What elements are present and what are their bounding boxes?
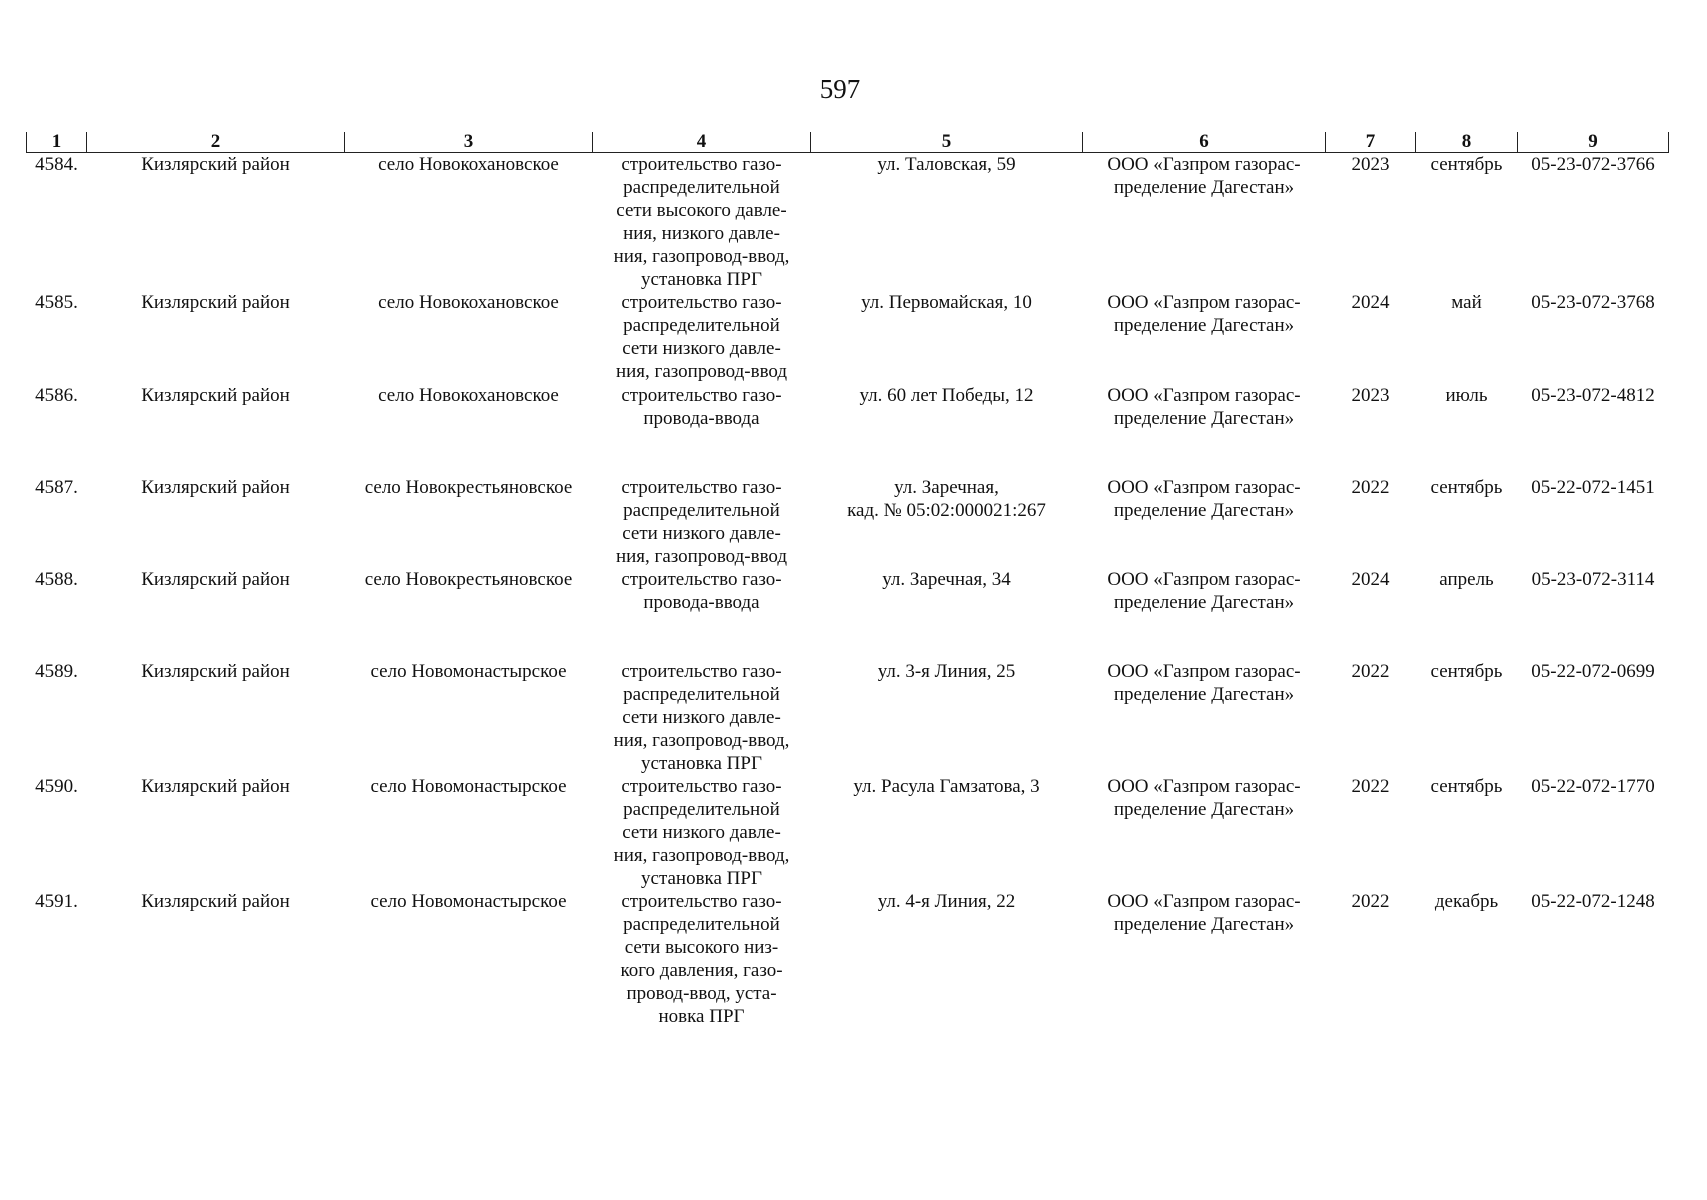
table-row	[27, 568, 1669, 660]
row-number: 4587.	[35, 477, 78, 498]
organization-cell: ООО «Газпром газорас- пределение Дагестан»	[1107, 776, 1301, 820]
year-cell: 2024	[1351, 569, 1390, 590]
column-header: 3	[345, 132, 593, 153]
district-cell: Кизлярский район	[141, 661, 290, 682]
month-cell: май	[1451, 292, 1482, 313]
column-header: 9	[1518, 132, 1669, 153]
row-number: 4591.	[35, 891, 78, 912]
address-cell: ул. 60 лет Победы, 12	[859, 385, 1034, 406]
registry-code-cell: 05-23-072-3768	[1531, 292, 1655, 313]
table-row	[27, 153, 1669, 292]
year-cell: 2022	[1351, 891, 1390, 912]
address-cell: ул. Первомайская, 10	[861, 292, 1032, 313]
row-number: 4590.	[35, 776, 78, 797]
work-description-cell: строительство газо- провода-ввода	[621, 385, 782, 429]
year-cell: 2022	[1351, 776, 1390, 797]
work-description-cell: строительство газо- распределительной сети низкого давле- ния, газопровод-ввод	[615, 292, 788, 382]
work-description-cell: строительство газо- провода-ввода	[621, 569, 782, 613]
work-description-cell: строительство газо- распределительной сети низкого давле- ния, газопровод-ввод, установка ПРГ	[613, 661, 790, 774]
district-cell: Кизлярский район	[141, 292, 290, 313]
settlement-cell: село Новокохановское	[378, 154, 559, 175]
column-header: 8	[1416, 132, 1518, 153]
table-row	[27, 660, 1669, 775]
column-header: 5	[811, 132, 1083, 153]
column-header: 4	[593, 132, 811, 153]
registry-code-cell: 05-23-072-3766	[1531, 154, 1655, 175]
address-cell: ул. Расула Гамзатова, 3	[853, 776, 1040, 797]
district-cell: Кизлярский район	[141, 776, 290, 797]
year-cell: 2023	[1351, 385, 1390, 406]
gasification-table	[26, 132, 1669, 1040]
month-cell: сентябрь	[1430, 661, 1503, 682]
organization-cell: ООО «Газпром газорас- пределение Дагестан»	[1107, 477, 1301, 521]
settlement-cell: село Новомонастырское	[370, 891, 567, 912]
address-cell: ул. 3-я Линия, 25	[877, 661, 1016, 682]
year-cell: 2022	[1351, 477, 1390, 498]
month-cell: сентябрь	[1430, 477, 1503, 498]
registry-code-cell: 05-22-072-1451	[1531, 477, 1655, 498]
district-cell: Кизлярский район	[141, 154, 290, 175]
table-row	[27, 384, 1669, 476]
work-description-cell: строительство газо- распределительной сети высокого низ- кого давления, газо- провод-ввод, уста- новка ПРГ	[620, 891, 783, 1027]
organization-cell: ООО «Газпром газорас- пределение Дагестан»	[1107, 292, 1301, 336]
column-header: 1	[27, 132, 87, 153]
table-row	[27, 476, 1669, 568]
month-cell: апрель	[1439, 569, 1494, 590]
registry-code-cell: 05-22-072-1770	[1531, 776, 1655, 797]
address-cell: ул. Заречная, кад. № 05:02:000021:267	[847, 477, 1046, 521]
registry-code-cell: 05-22-072-1248	[1531, 891, 1655, 912]
organization-cell: ООО «Газпром газорас- пределение Дагестан»	[1107, 891, 1301, 935]
settlement-cell: село Новокрестьяновское	[364, 477, 573, 498]
year-cell: 2024	[1351, 292, 1390, 313]
registry-code-cell: 05-23-072-4812	[1531, 385, 1655, 406]
work-description-cell: строительство газо- распределительной сети низкого давле- ния, газопровод-ввод	[615, 477, 788, 567]
settlement-cell: село Новокохановское	[378, 385, 559, 406]
column-header: 2	[87, 132, 345, 153]
month-cell: декабрь	[1434, 891, 1499, 912]
row-number: 4586.	[35, 385, 78, 406]
work-description-cell: строительство газо- распределительной сети высокого давле- ния, низкого давле- ния, газопровод-ввод, установка ПРГ	[613, 154, 790, 290]
district-cell: Кизлярский район	[141, 569, 290, 590]
row-number: 4584.	[35, 154, 78, 175]
work-description-cell: строительство газо- распределительной сети низкого давле- ния, газопровод-ввод, установка ПРГ	[613, 776, 790, 889]
row-number: 4585.	[35, 292, 78, 313]
organization-cell: ООО «Газпром газорас- пределение Дагестан»	[1107, 385, 1301, 429]
registry-code-cell: 05-23-072-3114	[1531, 569, 1655, 590]
row-number: 4588.	[35, 569, 78, 590]
address-cell: ул. Заречная, 34	[882, 569, 1011, 590]
address-cell: ул. 4-я Линия, 22	[877, 891, 1016, 912]
year-cell: 2023	[1351, 154, 1390, 175]
registry-code-cell: 05-22-072-0699	[1531, 661, 1655, 682]
table-row	[27, 775, 1669, 890]
year-cell: 2022	[1351, 661, 1390, 682]
settlement-cell: село Новомонастырское	[370, 776, 567, 797]
page-number: 597	[819, 74, 861, 104]
settlement-cell: село Новокохановское	[378, 292, 559, 313]
table-row	[27, 890, 1669, 1040]
district-cell: Кизлярский район	[141, 891, 290, 912]
district-cell: Кизлярский район	[141, 477, 290, 498]
month-cell: сентябрь	[1430, 776, 1503, 797]
row-number: 4589.	[35, 661, 78, 682]
header-row	[27, 132, 1669, 153]
table-row	[27, 291, 1669, 384]
organization-cell: ООО «Газпром газорас- пределение Дагестан»	[1107, 569, 1301, 613]
column-header: 6	[1083, 132, 1326, 153]
column-header: 7	[1326, 132, 1416, 153]
month-cell: сентябрь	[1430, 154, 1503, 175]
organization-cell: ООО «Газпром газорас- пределение Дагестан»	[1107, 661, 1301, 705]
district-cell: Кизлярский район	[141, 385, 290, 406]
address-cell: ул. Таловская, 59	[877, 154, 1016, 175]
organization-cell: ООО «Газпром газорас- пределение Дагестан»	[1107, 154, 1301, 198]
settlement-cell: село Новомонастырское	[370, 661, 567, 682]
settlement-cell: село Новокрестьяновское	[364, 569, 573, 590]
month-cell: июль	[1445, 385, 1488, 406]
